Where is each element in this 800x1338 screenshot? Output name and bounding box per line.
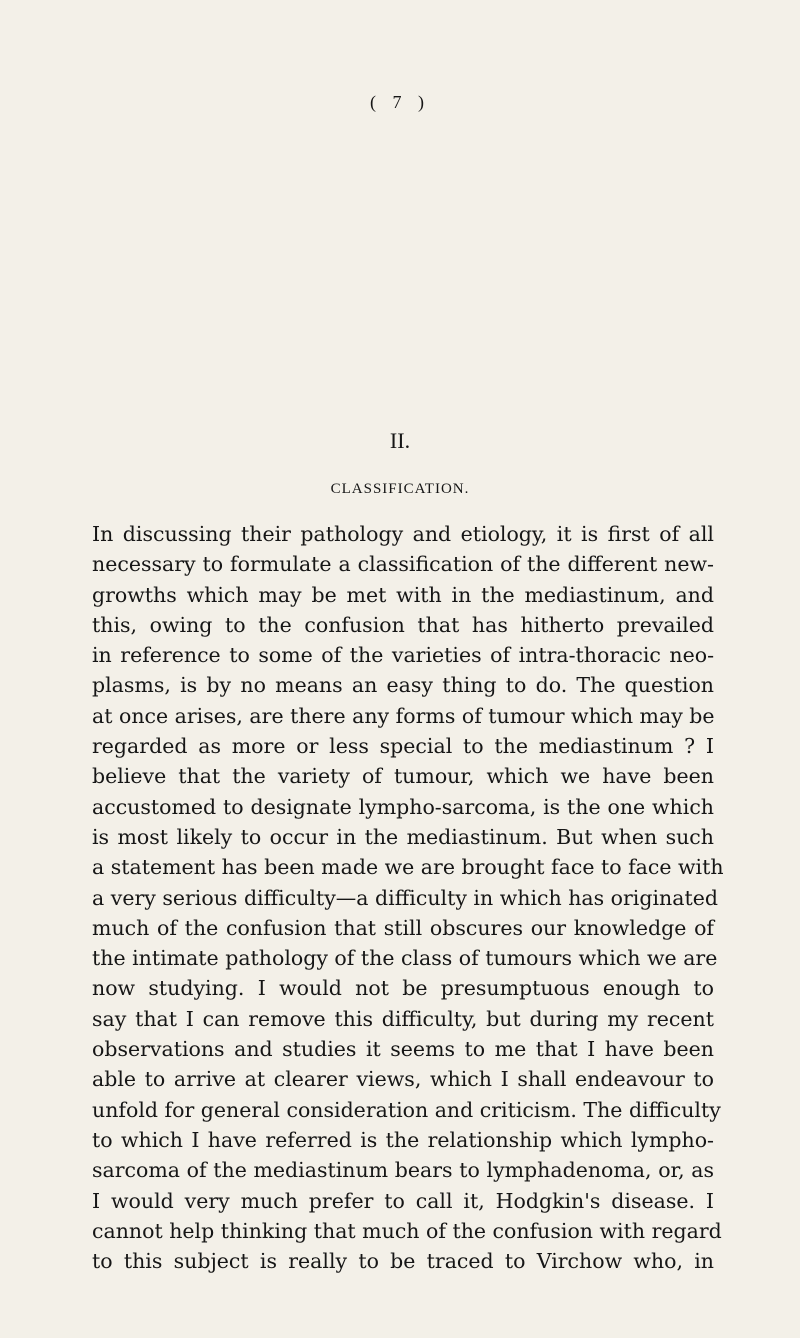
- text-line: in reference to some of the varieties of intra-thoracic neo-: [92, 643, 714, 668]
- text-line: able to arrive at clearer views, which I shall endeavour to: [92, 1067, 714, 1092]
- chapter-title: CLASSIFICATION.: [330, 481, 470, 497]
- text-line: In discussing their pathology and etiology, it is first of all: [92, 522, 714, 546]
- text-line: observations and studies it seems to me that I have been: [92, 1037, 714, 1062]
- text-line: a statement has been made we are brought face to face with: [92, 855, 724, 880]
- text-line: plasms, is by no means an easy thing to do. The question: [92, 673, 714, 698]
- text-line: to which I have referred is the relationship which lympho-: [92, 1127, 714, 1152]
- text-line: is most likely to occur in the mediastinum. But when such: [92, 824, 714, 849]
- text-line: now studying. I would not be presumptuous enough to: [92, 976, 714, 1001]
- text-line: to this subject is really to be traced to Virchow who, in: [92, 1249, 714, 1274]
- text-line: much of the confusion that still obscures our knowledge of: [92, 915, 714, 940]
- chapter-number: II.: [389, 428, 411, 453]
- text-line: this, owing to the confusion that has hitherto prevailed: [92, 612, 714, 637]
- page-number: ( 7 ): [370, 92, 430, 112]
- text-line: I would very much prefer to call it, Hodgkin's disease. I: [92, 1188, 714, 1213]
- text-line: regarded as more or less special to the mediastinum ? I: [92, 734, 714, 759]
- text-line: necessary to formulate a classification of the different new-: [92, 552, 714, 577]
- text-line: sarcoma of the mediastinum bears to lymphadenoma, or, as: [92, 1158, 714, 1183]
- text-line: cannot help thinking that much of the confusion with regard: [92, 1218, 722, 1243]
- text-line: unfold for general consideration and criticism. The difficulty: [92, 1097, 721, 1122]
- text-line: say that I can remove this difficulty, but during my recent: [92, 1006, 714, 1031]
- text-line: accustomed to designate lympho-sarcoma, is the one which: [92, 794, 714, 819]
- text-line: believe that the variety of tumour, which we have been: [92, 764, 714, 789]
- body-text: [92, 519, 724, 1276]
- text-line: the intimate pathology of the class of tumours which we are: [92, 946, 718, 971]
- text-line: at once arises, are there any forms of tumour which may be: [92, 703, 715, 728]
- text-line: growths which may be met with in the mediastinum, and: [92, 582, 714, 607]
- text-line: a very serious difficulty—a difficulty in which has originated: [92, 885, 718, 910]
